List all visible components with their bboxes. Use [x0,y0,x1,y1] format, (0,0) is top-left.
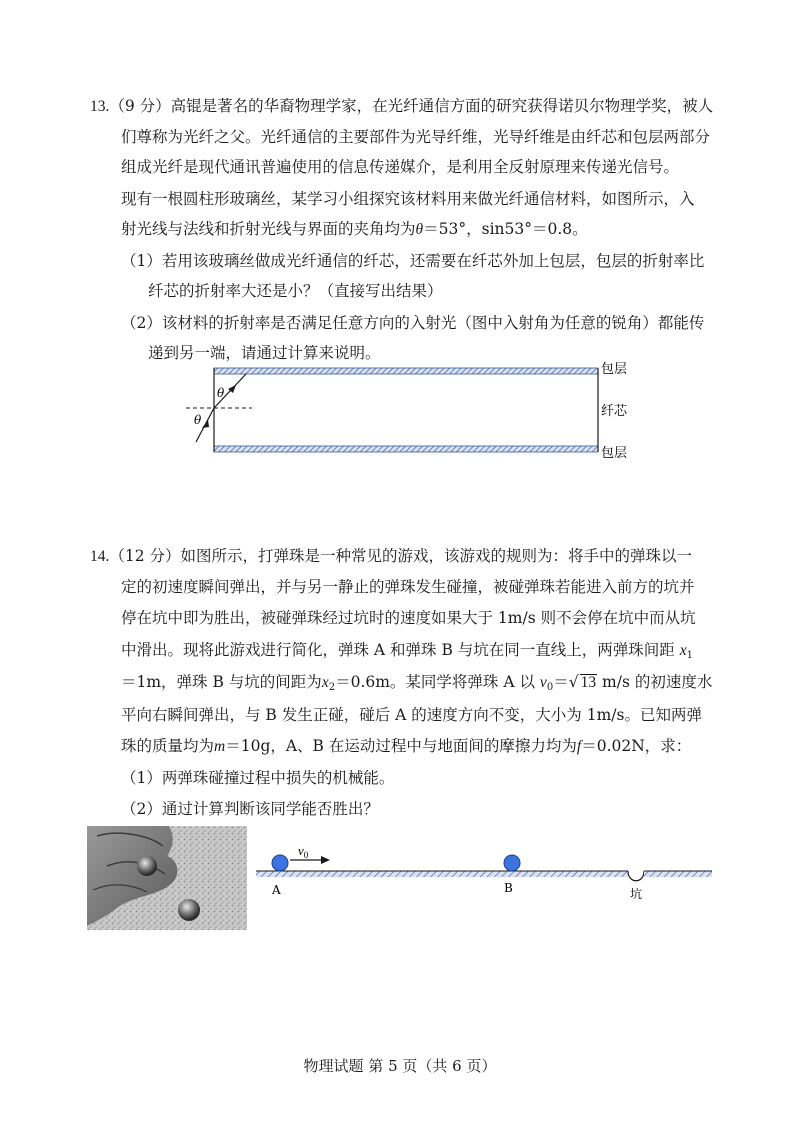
q13-part-1-line-2: 纤芯的折射率大还是小？（直接写出结果） [148,282,443,300]
marble-in-hand-icon [137,856,157,876]
q14-line-7: 珠的质量均为m＝10g，A、B 在运动过程中与地面间的摩擦力均为f＝0.02N，求： [121,737,692,755]
velocity-arrow-head-icon [321,856,330,864]
q13-part-2-line-1: （2）该材料的折射率是否满足任意方向的入射光（图中入射角为任意的锐角）都能传 [121,314,705,332]
q14-line-3: 停在坑中即为胜出，被碰弹珠经过坑时的速度如果大于 1m/s 则不会停在坑中而从坑 [121,609,696,627]
label-cladding-bottom: 包层 [601,446,628,461]
q13-part-1-line-1: （1）若用该玻璃丝做成光纤通信的纤芯，还需要在纤芯外加上包层，包层的折射率比 [121,252,705,270]
q14-part-2: （2）通过计算判断该同学能否胜出？ [121,800,379,818]
q14-line-4: 中滑出。现将此游戏进行简化，弹珠 A 和弹珠 B 与坑在同一直线上，两弹珠间距 $x_1$ [121,641,693,661]
label-cladding-top: 包层 [601,362,628,377]
marble-on-ground-icon [178,899,200,921]
fiber-diagram [180,360,640,465]
label-a: A [272,883,281,897]
q13-line-2: 们尊称为光纤之父。光纤通信的主要部件为光导纤维，光导纤维是由纤芯和包层两部分 [121,128,711,146]
q13-line-4: 现有一根圆柱形玻璃丝，某学习小组探究该材料用来做光纤通信材料，如图所示，入 [121,190,695,208]
label-core: 纤芯 [601,404,628,419]
theta-label-refracted: θ [217,386,225,400]
q13-line-1: 13.（9 分）高锟是著名的华裔物理学家，在光纤通信方面的研究获得诺贝尔物理学奖，被人 [90,97,714,115]
marble-b [504,855,520,871]
incident-arrow-icon [202,420,209,428]
q13-number: 13. [90,98,110,115]
q13-line-5: 射光线与法线和折射光线与界面的夹角均为θ＝53°，sin53°＝0.8。 [121,220,588,238]
q13-line-3: 组成光纤是现代通讯普遍使用的信息传递媒介，是利用全反射原理来传递光信号。 [121,158,680,176]
q13-points: （9 分） [109,97,171,115]
q13-part-2-line-2: 递到另一端，请通过计算来说明。 [148,344,381,362]
marble-photo [87,826,247,930]
q14-line-6: 平向右瞬间弹出，与 B 发生正碰，碰后 A 的速度方向不变，大小为 1m/s。已知两弹 [121,706,702,724]
marble-a [272,855,288,871]
sqrt-radicand: 13 [580,674,597,691]
ground-left [256,871,628,877]
cladding-top [214,368,598,374]
label-v0: $v_0$ [298,843,309,860]
page-footer: 物理试题 第 5 页（共 6 页） [303,1057,497,1075]
theta-label-incident: θ [194,413,202,427]
ground-right [644,871,712,877]
q14-line-2: 定的初速度瞬间弹出，并与另一静止的弹珠发生碰撞，被碰弹珠若能进入前方的坑并 [121,578,695,596]
q14-part-1: （1）两弹珠碰撞过程中损失的机械能。 [121,769,395,787]
pit [628,871,644,881]
label-pit: 坑 [630,887,643,901]
label-b: B [504,881,513,895]
marble-track-diagram [250,838,720,908]
cladding-bottom [214,446,598,452]
sqrt-symbol: √ [568,673,579,691]
q14-line-5: ＝1m，弹珠 B 与坑的间距为$x_2=0.6m$。某同学将弹珠 A 以 $v_0=√$ 13 m/s 的初速度水 [121,673,713,693]
q14-points: （12 分） [109,547,181,565]
q14-line-1: 14.（12 分）如图所示，打弹珠是一种常见的游戏，该游戏的规则为：将手中的弹珠以一 [90,547,693,565]
q14-number: 14. [90,548,110,565]
